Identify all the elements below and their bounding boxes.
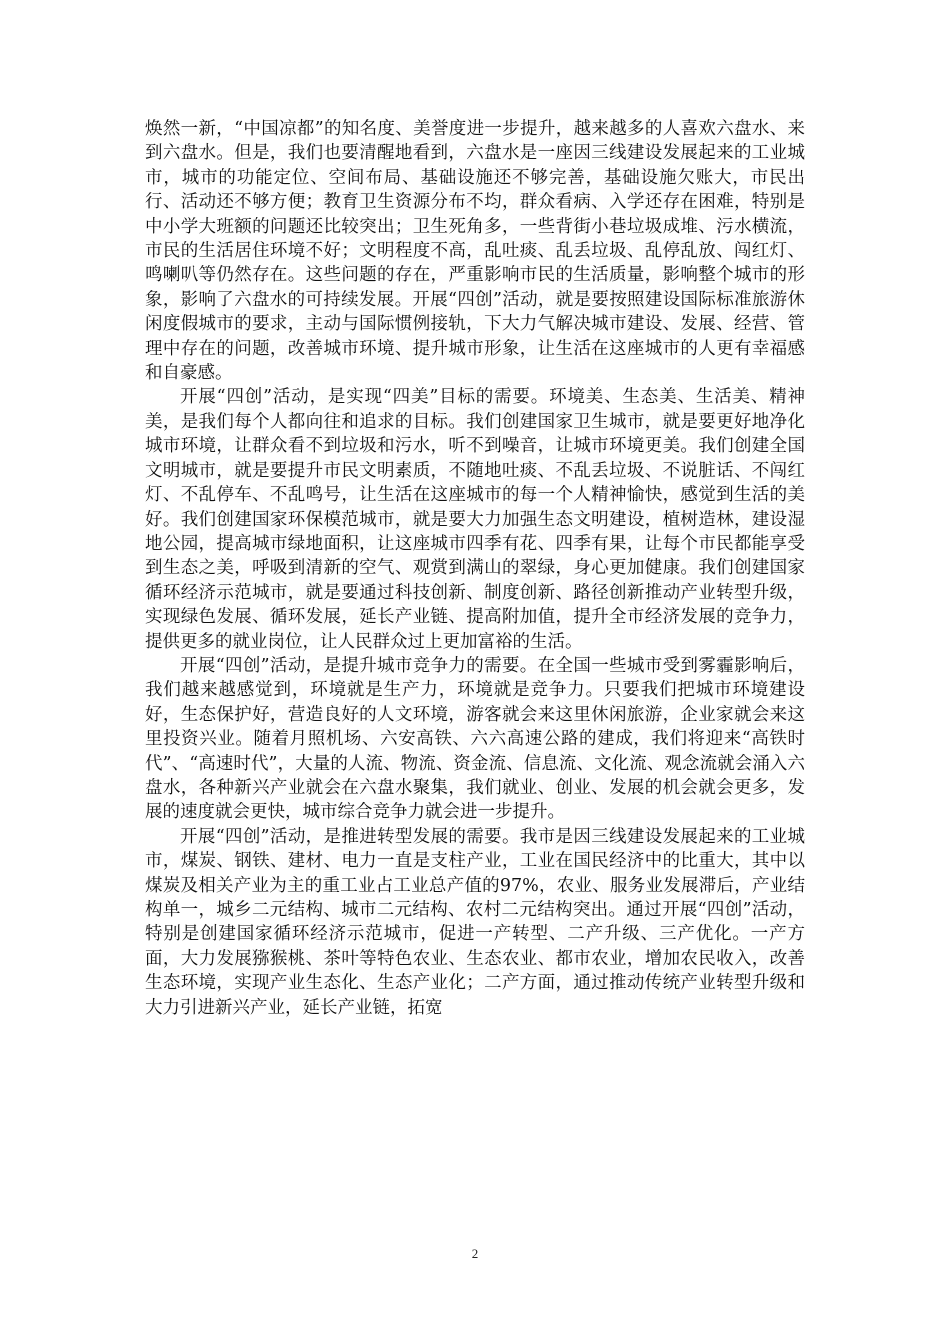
paragraph-transformation: 开展“四创”活动，是推进转型发展的需要。我市是因三线建设发展起来的工业城市，煤炭、钢铁、建材、电力一直是支柱产业，工业在国民经济中的比重大，其中以煤炭及相关产业为主的重工业占工业总产值的97%，农业、服务业发展滞后，产业结构单一，城乡二元结构、城市二元结构、农村二元结构突出。通过开展“四创”活动，特别是创建国家循环经济示范城市，促进一产转型、二产升级、三产优化。一产方面，大力发展猕猴桃、茶叶等特色农业、生态农业、都市农业，增加农民收入，改善生态环境，实现产业生态化、生态产业化；二产方面，通过推动传统产业转型升级和大力引进新兴产业，延长产业链，拓宽	[145, 826, 805, 1018]
body-text	[145, 117, 805, 1020]
page-number: 2	[471, 1246, 479, 1261]
paragraph-four-beauties: 开展“四创”活动，是实现“四美”目标的需要。环境美、生态美、生活美、精神美，是我们每个人都向往和追求的目标。我们创建国家卫生城市，就是要更好地净化城市环境，让群众看不到垃圾和污水，听不到噪音，让城市环境更美。我们创建全国文明城市，就是要提升市民文明素质，不随地吐痰、不乱丢垃圾、不说脏话、不闯红灯、不乱停车、不乱鸣号，让生活在这座城市的每一个人精神愉快，感觉到生活的美好。我们创建国家环保模范城市，就是要大力加强生态文明建设，植树造林，建设湿地公园，提高城市绿地面积，让这座城市四季有花、四季有果，让每个市民都能享受到生态之美，呼吸到清新的空气、观赏到满山的翠绿，身心更加健康。我们创建国家循环经济示范城市，就是要通过科技创新、制度创新、路径创新推动产业转型升级，实现绿色发展、循环发展，延长产业链、提高附加值，提升全市经济发展的竞争力，提供更多的就业岗位，让人民群众过上更加富裕的生活。	[145, 387, 805, 652]
paragraph-competitiveness: 开展“四创”活动，是提升城市竞争力的需要。在全国一些城市受到雾霾影响后，我们越来越感觉到，环境就是生产力，环境就是竞争力。只要我们把城市环境建设好，生态保护好，营造良好的人文环境，游客就会来这里休闲旅游，企业家就会来这里投资兴业。随着月照机场、六安高铁、六六高速公路的建成，我们将迎来“高铁时代”、“高速时代”，大量的人流、物流、资金流、信息流、文化流、观念流就会涌入六盘水，各种新兴产业就会在六盘水聚集，我们就业、创业、发展的机会就会更多，发展的速度就会更快，城市综合竞争力就会进一步提升。	[145, 655, 805, 823]
paragraph-continuation: 焕然一新，“中国凉都”的知名度、美誉度进一步提升，越来越多的人喜欢六盘水、来到六盘水。但是，我们也要清醒地看到，六盘水是一座因三线建设发展起来的工业城市，城市的功能定位、空间布局、基础设施还不够完善，基础设施欠账大，市民出行、活动还不够方便；教育卫生资源分布不均，群众看病、入学还存在困难，特别是中小学大班额的问题还比较突出；卫生死角多，一些背街小巷垃圾成堆、污水横流，市民的生活居住环境不好；文明程度不高，乱吐痰、乱丢垃圾、乱停乱放、闯红灯、鸣喇叭等仍然存在。这些问题的存在，严重影响市民的生活质量，影响整个城市的形象，影响了六盘水的可持续发展。开展“四创”活动，就是要按照建设国际标准旅游休闲度假城市的要求，主动与国际惯例接轨，下大力气解决城市建设、发展、经营、管理中存在的问题，改善城市环境、提升城市形象，让生活在这座城市的人更有幸福感和自豪感。	[145, 119, 805, 384]
